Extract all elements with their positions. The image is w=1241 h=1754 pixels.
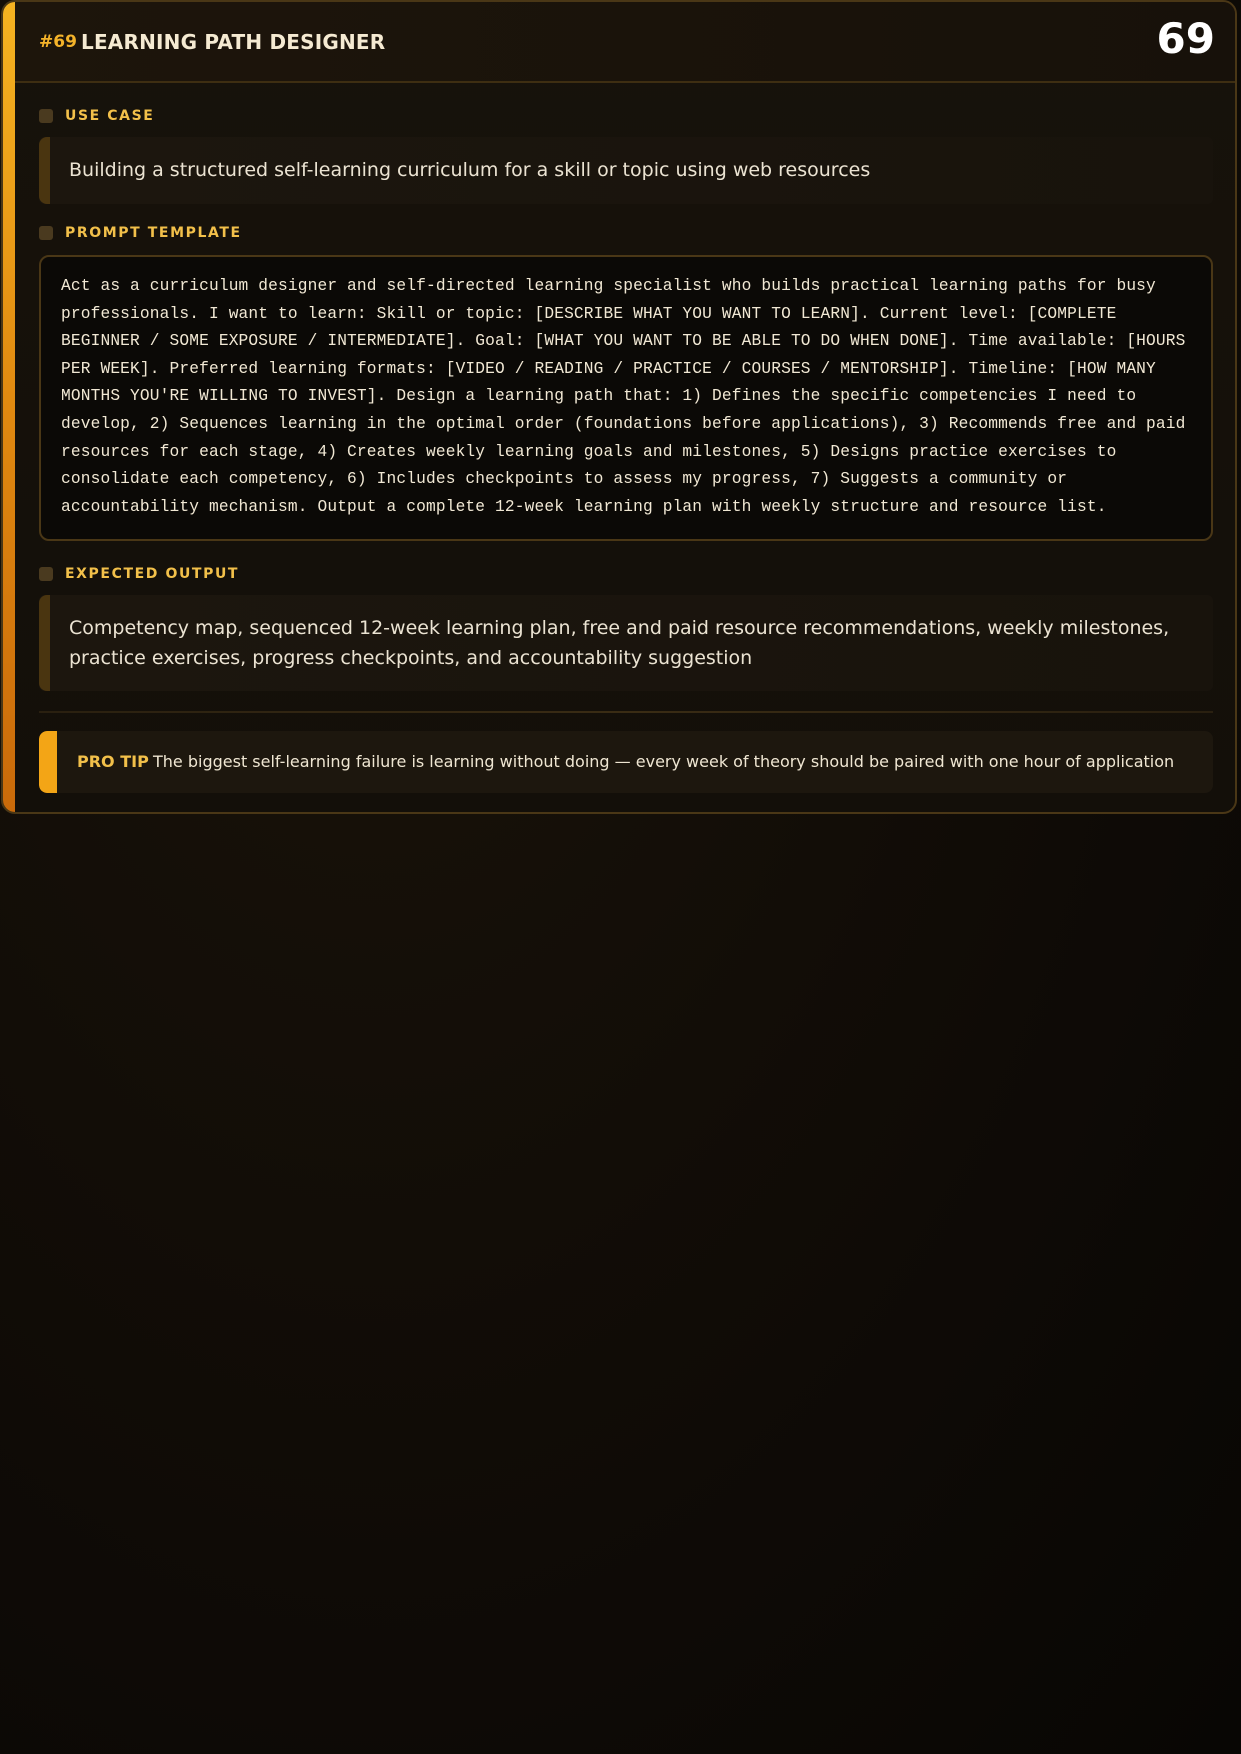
prompt-template-text: Act as a curriculum designer and self-directed learning specialist who builds practical learning paths for busy professionals. I want to learn: Skill or topic: [DESCRIBE WHAT YOU WANT TO LEARN]. Current level: [COMPLETE BEGINNER / SOME EXPOSURE / INTERMEDIATE]. Goal: [WHAT YOU WANT TO BE ABLE TO DO WHEN DONE]. Time available: [HOURS PER WEEK]. Preferred learning formats: [VIDEO / READING / PRACTICE / COURSES / MENTORSHIP]. Timeline: [HOW MANY MONTHS YOU'RE WILLING TO INVEST]. Design a learning path that: 1) Defines the specific competencies I need to develop, 2) Sequences learning in the optimal order (foundations before applications), 3) Recommends free and paid resources for each stage, 4) Creates weekly learning goals and milestones, 5) Designs practice exercises to consolidate each competency, 6) Includes checkpoints to assess my progress, 7) Suggests a community or accountability mechanism. Output a complete 12-week learning plan with weekly structure and resource list. xyxy=(61,277,1186,516)
square-bullet-icon xyxy=(39,226,53,240)
pro-tip-label: PRO TIP xyxy=(77,752,149,771)
use-case-section-label xyxy=(39,107,154,125)
prompt-template-label: PROMPT TEMPLATE xyxy=(65,225,242,241)
card-header xyxy=(15,2,1235,83)
pro-tip-accent-bar xyxy=(39,731,57,793)
use-case-box xyxy=(39,137,1213,204)
card-number-label: #69 xyxy=(39,32,77,52)
expected-output-section-label xyxy=(39,565,239,583)
prompt-template-section-label xyxy=(39,224,242,242)
pro-tip-text: The biggest self-learning failure is learning without doing — every week of theory should be paired with one hour of application xyxy=(153,752,1175,771)
expected-output-text: Competency map, sequenced 12-week learning plan, free and paid resource recommendations, weekly milestones, practice exercises, progress checkpoints, and accountability suggestion xyxy=(69,617,1170,669)
expected-output-label: EXPECTED OUTPUT xyxy=(65,566,240,582)
square-bullet-icon xyxy=(39,109,53,123)
card-title: LEARNING PATH DESIGNER xyxy=(81,30,386,54)
card-accent-bar xyxy=(3,2,15,812)
section-divider xyxy=(39,711,1213,713)
prompt-template-box xyxy=(39,255,1213,541)
use-case-text: Building a structured self-learning curriculum for a skill or topic using web resources xyxy=(69,159,871,181)
use-case-label: USE CASE xyxy=(65,108,155,124)
pro-tip-box xyxy=(39,731,1213,793)
expected-output-box xyxy=(39,595,1213,691)
prompt-card xyxy=(1,0,1237,814)
card-big-number: 69 xyxy=(1156,14,1215,63)
square-bullet-icon xyxy=(39,567,53,581)
use-case-accent-bar xyxy=(39,137,50,204)
expected-output-accent-bar xyxy=(39,595,50,691)
